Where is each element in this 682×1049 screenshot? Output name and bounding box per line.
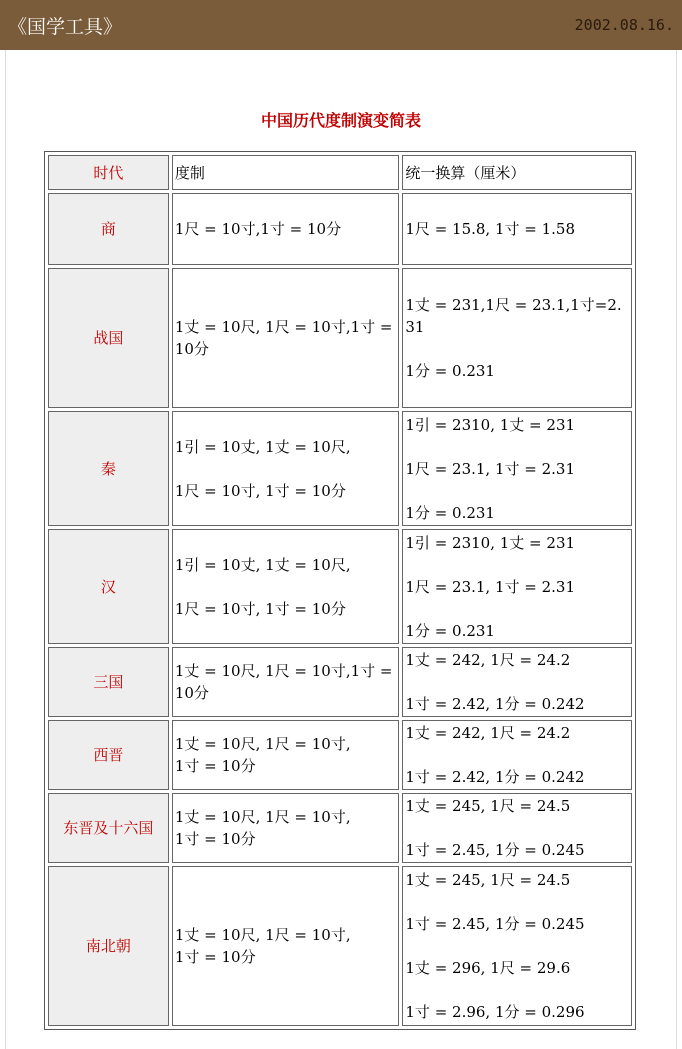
conversion-cell xyxy=(402,268,632,408)
conversion-line: 1寸 = 2.45, 1分 = 0.245 xyxy=(405,841,585,859)
system-cell xyxy=(172,793,400,863)
era-cell: 战国 xyxy=(48,268,169,408)
line-gap xyxy=(175,576,397,598)
system-line: 1寸 = 10分 xyxy=(174,948,256,966)
line-gap xyxy=(405,598,629,620)
table-row xyxy=(48,411,632,526)
conversion-line: 1尺 = 23.1, 1寸 = 2.31 xyxy=(405,577,576,596)
era-cell: 三国 xyxy=(48,647,169,717)
conversion-cell xyxy=(402,793,632,863)
document-title: 中国历代度制演变简表 xyxy=(260,111,421,130)
table-header-row xyxy=(48,155,632,190)
era-cell: 西晋 xyxy=(48,720,169,790)
conversion-line: 1分 = 0.231 xyxy=(405,362,495,380)
left-border xyxy=(5,50,6,1049)
site-title: 《国学工具》 xyxy=(8,16,123,38)
page-header xyxy=(0,0,682,50)
header-date: 2002.08.16. xyxy=(574,16,674,34)
system-line: 1丈 = 10尺, 1尺 = 10寸, xyxy=(174,808,351,826)
conversion-line: 1引 = 2310, 1丈 = 231 xyxy=(405,533,576,552)
era-cell: 东晋及十六国 xyxy=(48,793,169,863)
conversion-line: 1分 = 0.231 xyxy=(405,503,495,522)
table-row xyxy=(48,268,632,408)
system-line: 1引 = 10丈, 1丈 = 10尺, xyxy=(174,437,351,456)
system-line: 1丈 = 10尺, 1尺 = 10寸, xyxy=(174,735,351,753)
table-row xyxy=(48,793,632,863)
line-gap xyxy=(405,671,629,693)
system-cell xyxy=(172,866,400,1026)
header-era: 时代 xyxy=(48,155,169,190)
line-gap xyxy=(405,817,629,839)
conversion-line: 1尺 = 23.1, 1寸 = 2.31 xyxy=(405,459,576,478)
system-cell xyxy=(172,647,400,717)
conversion-line: 1丈 = 245, 1尺 = 24.5 xyxy=(405,871,571,889)
table-row xyxy=(48,647,632,717)
era-cell: 秦 xyxy=(48,411,169,526)
system-cell xyxy=(172,193,400,265)
system-cell xyxy=(172,411,400,526)
system-line: 1丈 = 10尺, 1尺 = 10寸, xyxy=(174,926,351,944)
conversion-line: 1寸 = 2.42, 1分 = 0.242 xyxy=(405,695,585,713)
conversion-cell xyxy=(402,720,632,790)
table-row xyxy=(48,529,632,644)
table-row xyxy=(48,193,632,265)
system-line: 1寸 = 10分 xyxy=(174,757,256,775)
line-gap xyxy=(175,458,397,480)
conversion-line: 1丈 = 242, 1尺 = 24.2 xyxy=(405,724,571,742)
line-gap xyxy=(405,436,629,458)
system-cell xyxy=(172,720,400,790)
system-line: 1引 = 10丈, 1丈 = 10尺, xyxy=(174,555,351,574)
system-cell xyxy=(172,529,400,644)
system-line: 1尺 = 10寸,1寸 = 10分 xyxy=(174,220,342,238)
conversion-cell xyxy=(402,529,632,644)
conversion-cell xyxy=(402,411,632,526)
system-cell xyxy=(172,268,400,408)
conversion-line: 1丈 = 231,1尺 = 23.1,1寸=2.31 xyxy=(405,296,622,336)
line-gap xyxy=(405,338,629,360)
conversion-line: 1丈 = 245, 1尺 = 24.5 xyxy=(405,797,571,815)
measurement-table xyxy=(44,151,636,1030)
system-line: 1尺 = 10寸, 1寸 = 10分 xyxy=(174,481,346,500)
era-cell: 南北朝 xyxy=(48,866,169,1026)
conversion-line: 1丈 = 242, 1尺 = 24.2 xyxy=(405,651,571,669)
conversion-line: 1寸 = 2.45, 1分 = 0.245 xyxy=(405,915,585,933)
conversion-cell xyxy=(402,647,632,717)
header-system: 度制 xyxy=(172,155,400,190)
table-row xyxy=(48,866,632,1026)
right-border xyxy=(676,50,677,1049)
line-gap xyxy=(405,891,629,913)
system-line: 1丈 = 10尺, 1尺 = 10寸,1寸 = 10分 xyxy=(174,662,393,702)
conversion-line: 1寸 = 2.96, 1分 = 0.296 xyxy=(405,1003,585,1021)
conversion-cell xyxy=(402,866,632,1026)
line-gap xyxy=(405,480,629,502)
header-conversion: 统一换算（厘米） xyxy=(402,155,632,190)
conversion-line: 1丈 = 296, 1尺 = 29.6 xyxy=(405,959,571,977)
conversion-line: 1尺 = 15.8, 1寸 = 1.58 xyxy=(405,220,576,238)
line-gap xyxy=(405,744,629,766)
line-gap xyxy=(405,554,629,576)
system-line: 1寸 = 10分 xyxy=(174,830,256,848)
line-gap xyxy=(405,935,629,957)
era-cell: 商 xyxy=(48,193,169,265)
table-row xyxy=(48,720,632,790)
conversion-line: 1分 = 0.231 xyxy=(405,621,495,640)
conversion-cell xyxy=(402,193,632,265)
conversion-line: 1引 = 2310, 1丈 = 231 xyxy=(405,415,576,434)
system-line: 1尺 = 10寸, 1寸 = 10分 xyxy=(174,599,346,618)
era-cell: 汉 xyxy=(48,529,169,644)
conversion-line: 1寸 = 2.42, 1分 = 0.242 xyxy=(405,768,585,786)
line-gap xyxy=(405,979,629,1001)
system-line: 1丈 = 10尺, 1尺 = 10寸,1寸 = 10分 xyxy=(174,318,393,358)
